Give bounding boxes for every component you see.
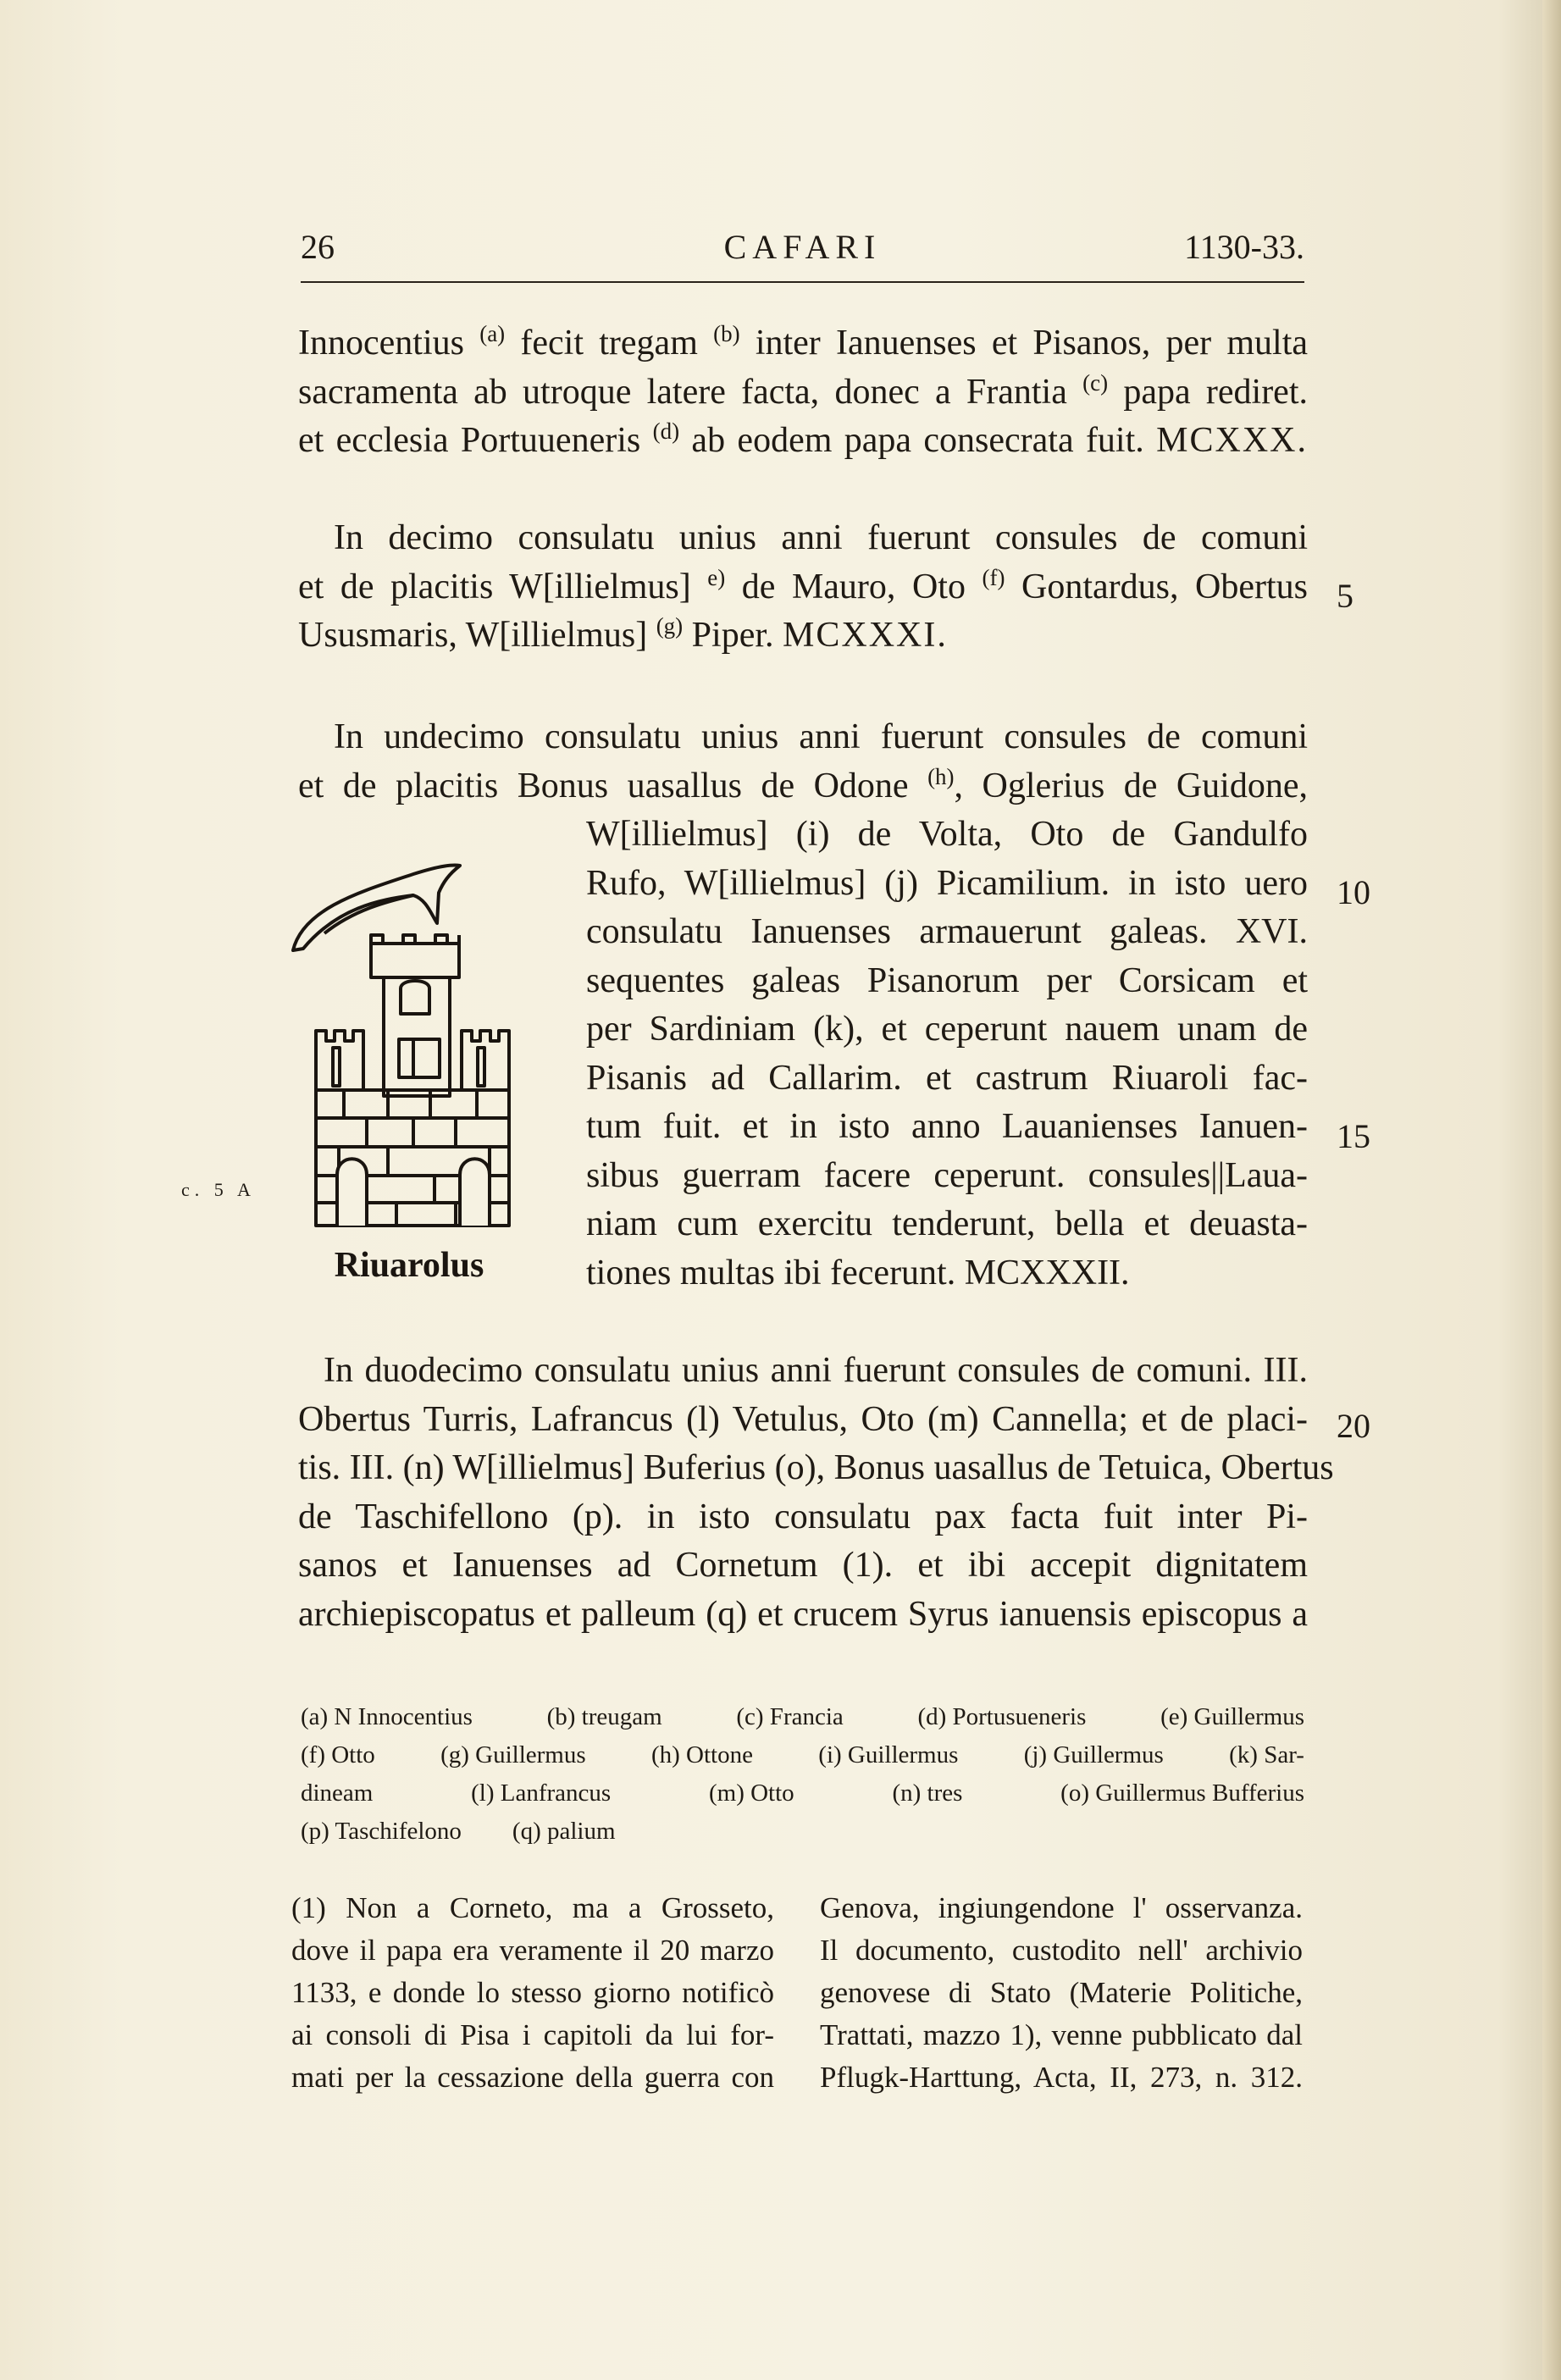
line-number: 10 [1337,873,1370,911]
page-edge [1542,0,1561,2380]
text-line: In decimo consulatu unius anni fuerunt consules de comuni [334,518,1308,557]
note-line: dove il papa era veramente il 20 marzo [291,1934,774,1967]
text-line: et de placitis W[illielmus] $^{e)}$ de Mauro, Oto $^{(f)}$ Gontardus, Obertus [298,564,1308,606]
footnote-left [291,1887,774,2099]
text-line: In duodecimo consulatu unius anni fuerunt consules de comuni. III. [324,1351,1308,1390]
running-head [301,227,1304,278]
text-line: Pisanis ad Callarim. et castrum Riuaroli fac- [586,1058,1308,1098]
text-line: tum fuit. et in isto anno Lauanienses Ianuen- [586,1107,1308,1146]
apparatus-line: (p) Taschifelono (q) palium [301,1818,616,1845]
line-number: 15 [1337,1117,1370,1155]
text-line: sequentes galeas Pisanorum per Corsicam et [586,960,1308,1000]
text-line: W[illielmus] (i) de Volta, Oto de Gandulfo [586,815,1308,854]
drawing-caption: Riuarolus [334,1246,484,1285]
running-years: 1130-33. [1184,228,1304,266]
critical-apparatus [301,1698,1304,1851]
note-line: mati per la cessazione della guerra con [291,2061,774,2094]
note-line: genovese di Stato (Materie Politiche, [820,1976,1303,2009]
text-line: niam cum exercitu tenderunt, bella et deuasta- [586,1204,1308,1243]
text-line: Ususmaris, W[illielmus] $^{(g)}$ Piper. MCXXXI. [298,613,948,655]
apparatus-line: dineam (l) Lanfrancus (m) Otto (n) tres (o) Guillermus Bufferius [301,1779,1304,1807]
text-line: sacramenta ab utroque latere facta, donec a Frantia $^{(c)}$ papa rediret. [298,369,1308,412]
footnote-right [820,1887,1303,2099]
text-line: Innocentius $^{(a)}$ fecit tregam $^{(b)}$ inter Ianuenses et Pisanos, per multa [298,321,1309,363]
text-line: tis. III. (n) W[illielmus] Buferius (o), Bonus uasallus de Tetuica, Obertus [298,1448,1334,1487]
note-line: (1) Non a Corneto, ma a Grosseto, [291,1891,774,1924]
year-mark: MCXXX. [1156,421,1308,460]
note-line: 1133, e donde lo stesso giorno notificò [291,1976,774,2009]
text-line: archiepiscopatus et palleum (q) et crucem Syrus ianuensis episcopus a [298,1594,1308,1634]
text-line: per Sardiniam (k), et ceperunt nauem unam de [586,1010,1308,1049]
note-line: ai consoli di Pisa i capitoli da lui for- [291,2018,774,2051]
note-line: Genova, ingiungendone l' osservanza. [820,1891,1303,1924]
note-line: Trattati, mazzo 1), venne pubblicato dal [820,2018,1303,2051]
apparatus-line: (a) N Innocentius (b) treugam (c) Francia (d) Portusueneris (e) Guillermus [301,1703,1304,1730]
paragraph-1 [298,319,1308,466]
paragraph-4 [298,1347,1334,1639]
text-line: In undecimo consulatu unius anni fuerunt consules de comuni [334,717,1308,756]
castle-drawing [286,849,532,1289]
text-line: Rufo, W[illielmus] (j) Picamilium. in isto uero [586,863,1308,903]
header-rule [301,281,1304,283]
text-line: de Taschifellono (p). in isto consulatu pax facta fuit inter Pi- [298,1497,1308,1536]
year-mark: MCXXXI. [783,616,948,655]
text-line: tiones multas ibi fecerunt. MCXXXII. [586,1253,1130,1292]
running-title: CAFARI [723,228,882,266]
text-line: sanos et Ianuenses ad Cornetum (1). et ibi accepit dignitatem [298,1546,1308,1585]
apparatus-line: (f) Otto (g) Guillermus (h) Ottone (i) Guillermus (j) Guillermus (k) Sar- [301,1741,1304,1768]
text-line: et ecclesia Portuueneris $^{(d)}$ ab eodem papa consecrata fuit. MCXXX. [298,418,1308,460]
note-line: Il documento, custodito nell' archivio [820,1934,1303,1967]
page-number: 26 [301,228,335,266]
text-line: consulatu Ianuenses armauerunt galeas. XVI. [586,912,1308,951]
text-line: sibus guerram facere ceperunt. consules||Laua- [586,1155,1308,1195]
text-line: Obertus Turris, Lafrancus (l) Vetulus, Oto (m) Cannella; et de placi- [298,1399,1308,1439]
paragraph-2 [298,514,1308,661]
line-number: 20 [1337,1407,1370,1445]
folio-note: c. 5 A [181,1179,256,1200]
line-number: 5 [1337,577,1353,615]
text-line: et de placitis Bonus uasallus de Odone $^{(h)}$, Oglerius de Guidone, [298,763,1308,805]
note-line: Pflugk-Harttung, Acta, II, 273, n. 312. [820,2061,1303,2094]
